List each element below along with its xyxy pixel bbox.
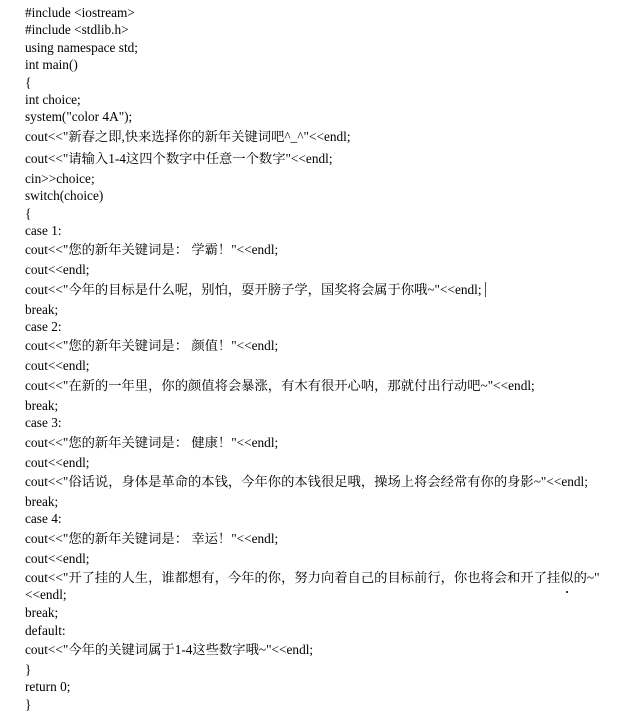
code-line-text: cout<<"您的新年关键词是： 学霸！"<<endl; — [25, 242, 279, 258]
code-line-text: cout<<endl; — [25, 262, 90, 278]
code-line — [25, 397, 625, 414]
code-line-text: cout<<"俗话说，身体是革命的本钱，今年你的本钱很足哦，操场上将会经常有你的身影~"<<endl; — [25, 474, 588, 490]
code-line — [25, 239, 625, 261]
code-line — [25, 21, 625, 38]
code-line-text: cin>>choice; — [25, 170, 95, 186]
code-line — [25, 4, 625, 21]
code-line — [25, 301, 625, 318]
code-line-text: cout<<"请输入1-4这四个数字中任意一个数字"<<endl; — [25, 150, 333, 166]
code-line-text: cout<<"今年的关键词属于1-4这些数字哦~"<<endl; — [25, 641, 314, 657]
code-line — [25, 604, 625, 621]
code-line-text: case 4: — [25, 511, 62, 527]
code-line-text: { — [25, 74, 32, 90]
code-line-text: cout<<endl; — [25, 550, 90, 566]
code-line — [25, 279, 625, 301]
code-line — [25, 148, 625, 170]
code-line — [25, 261, 625, 278]
code-line-text: cout<<"今年的目标是什么呢，别怕，耍开膀子学，国奖将会属于你哦~"<<endl; — [25, 281, 482, 297]
code-line — [25, 622, 625, 639]
code-line — [25, 222, 625, 239]
code-line — [25, 74, 625, 91]
code-line — [25, 187, 625, 204]
code-line-text: } — [25, 661, 32, 677]
code-line-text: case 3: — [25, 415, 62, 431]
code-line — [25, 170, 625, 187]
code-line-text: break; — [25, 494, 59, 510]
code-line — [25, 318, 625, 335]
code-line — [25, 414, 625, 431]
code-line-text: return 0; — [25, 679, 71, 695]
code-line-text: switch(choice) — [25, 188, 104, 204]
code-line-text: cout<<"新春之即,快来选择你的新年关键词吧^_^"<<endl; — [25, 128, 351, 144]
code-line-text: break; — [25, 301, 59, 317]
code-line — [25, 510, 625, 527]
code-line — [25, 696, 625, 713]
code-line — [25, 335, 625, 357]
code-line — [25, 357, 625, 374]
code-listing[interactable] — [25, 4, 625, 713]
code-line-text: cout<<"您的新年关键词是： 幸运！"<<endl; — [25, 530, 279, 546]
code-line-text: cout<<"您的新年关键词是： 健康！"<<endl; — [25, 434, 279, 450]
stray-dot — [566, 591, 568, 593]
code-line — [25, 661, 625, 678]
code-line-text: cout<<endl; — [25, 454, 90, 470]
text-cursor — [485, 282, 487, 297]
code-line-text: } — [25, 696, 32, 712]
code-line — [25, 493, 625, 510]
code-line — [25, 39, 625, 56]
code-line — [25, 550, 625, 567]
code-line — [25, 432, 625, 454]
code-line-text: system("color 4A"); — [25, 109, 133, 125]
code-line-text: int main() — [25, 57, 78, 73]
code-line-text: { — [25, 205, 32, 221]
code-line-text: using namespace std; — [25, 39, 138, 55]
code-line — [25, 567, 625, 604]
code-line — [25, 205, 625, 222]
code-line-text: cout<<endl; — [25, 358, 90, 374]
code-line — [25, 108, 625, 125]
code-line-text: #include <iostream> — [25, 5, 135, 20]
code-line — [25, 126, 625, 148]
code-line — [25, 678, 625, 695]
code-line-text: cout<<"您的新年关键词是： 颜值！"<<endl; — [25, 338, 279, 354]
code-line — [25, 471, 625, 493]
code-line-text: default: — [25, 622, 66, 638]
code-line-text: int choice; — [25, 91, 81, 107]
code-line-text: break; — [25, 397, 59, 413]
code-line — [25, 454, 625, 471]
code-line-text: cout<<"在新的一年里，你的颜值将会暴涨，有木有很开心呐，那就付出行动吧~"<<endl; — [25, 377, 535, 393]
code-line-text: #include <stdlib.h> — [25, 22, 129, 38]
code-line — [25, 375, 625, 397]
code-line-text: cout<<"开了挂的人生，谁都想有，今年的你，努力向着自己的目标前行，你也将会和开了挂似的~"<<endl; — [25, 570, 600, 603]
code-line — [25, 56, 625, 73]
code-line-text: case 1: — [25, 222, 62, 238]
code-line-text: break; — [25, 605, 59, 621]
code-line — [25, 91, 625, 108]
code-line-text: case 2: — [25, 319, 62, 335]
code-line — [25, 528, 625, 550]
